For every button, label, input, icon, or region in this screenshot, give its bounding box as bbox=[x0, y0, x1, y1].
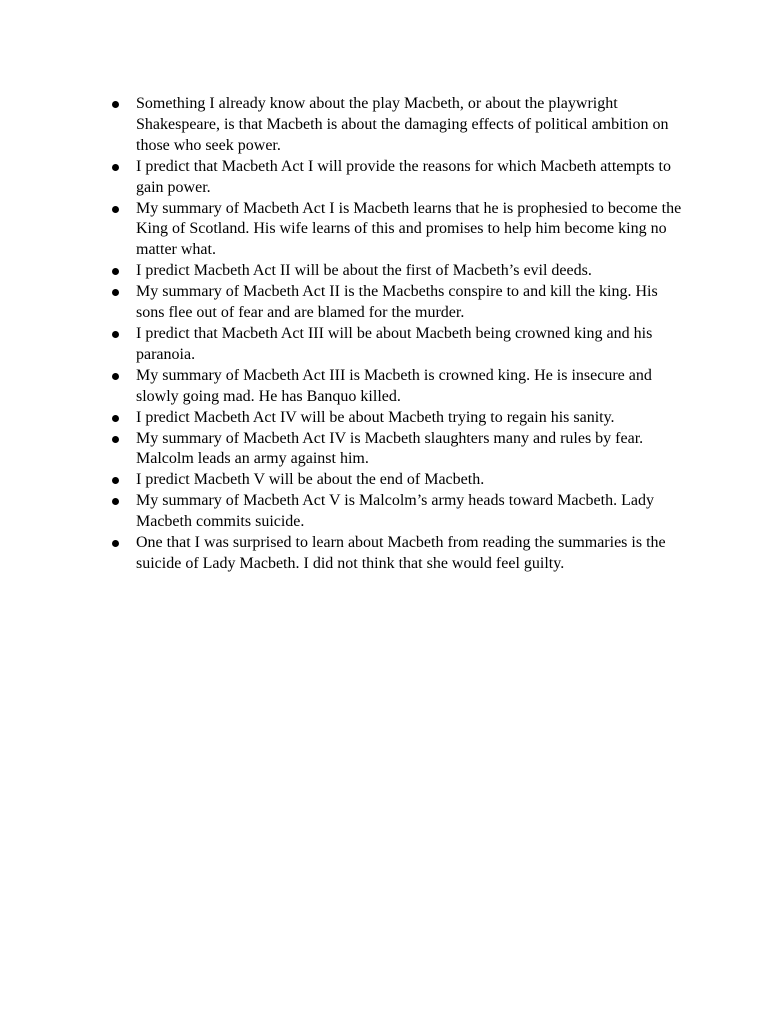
list-item bbox=[107, 429, 687, 471]
bullet-icon bbox=[112, 477, 119, 484]
list-item-text: My summary of Macbeth Act III is Macbeth is crowned king. He is insecure and slowly going mad. He has Banquo killed. bbox=[136, 366, 652, 405]
list-item-text: I predict Macbeth V will be about the end of Macbeth. bbox=[136, 471, 485, 489]
list-item bbox=[107, 157, 687, 199]
list-item-text: I predict that Macbeth Act I will provide the reasons for which Macbeth attempts to gain power. bbox=[136, 157, 671, 196]
bullet-list bbox=[107, 94, 687, 575]
list-item-text: My summary of Macbeth Act V is Malcolm’s army heads toward Macbeth. Lady Macbeth commits suicide. bbox=[136, 492, 654, 531]
list-item bbox=[107, 261, 687, 282]
bullet-icon bbox=[112, 164, 119, 171]
list-item-text: I predict Macbeth Act IV will be about Macbeth trying to regain his sanity. bbox=[136, 408, 615, 426]
list-item-text: I predict that Macbeth Act III will be about Macbeth being crowned king and his paranoia. bbox=[136, 324, 653, 363]
bullet-icon bbox=[112, 540, 119, 547]
bullet-icon bbox=[112, 415, 119, 422]
bullet-icon bbox=[112, 101, 119, 108]
list-item bbox=[107, 408, 687, 429]
list-item bbox=[107, 491, 687, 533]
list-item bbox=[107, 533, 687, 575]
bullet-icon bbox=[112, 498, 119, 505]
list-item-text: My summary of Macbeth Act I is Macbeth learns that he is prophesied to become the King of Scotland. His wife learns of this and promises to help him become king no matter what. bbox=[136, 199, 682, 259]
bullet-icon bbox=[112, 206, 119, 213]
list-item bbox=[107, 470, 687, 491]
list-item-text: My summary of Macbeth Act II is the Macbeths conspire to and kill the king. His sons flee out of fear and are blamed for the murder. bbox=[136, 283, 658, 322]
list-item-text: One that I was surprised to learn about Macbeth from reading the summaries is the suicide of Lady Macbeth. I did not think that she would feel guilty. bbox=[136, 534, 666, 572]
list-item-text: Something I already know about the play Macbeth, or about the playwright Shakespeare, is that Macbeth is about the damaging effects of political ambition on those who seek power. bbox=[136, 95, 669, 154]
bullet-icon bbox=[112, 436, 119, 443]
bullet-icon bbox=[112, 373, 119, 380]
list-item bbox=[107, 324, 687, 366]
list-item bbox=[107, 94, 687, 157]
list-item-text: My summary of Macbeth Act IV is Macbeth slaughters many and rules by fear. Malcolm leads an army against him. bbox=[136, 429, 644, 468]
list-item bbox=[107, 366, 687, 408]
bullet-icon bbox=[112, 331, 119, 338]
bullet-icon bbox=[112, 268, 119, 275]
list-item bbox=[107, 199, 687, 262]
bullet-icon bbox=[112, 289, 119, 296]
list-item-text: I predict Macbeth Act II will be about the first of Macbeth’s evil deeds. bbox=[136, 262, 592, 280]
list-item bbox=[107, 282, 687, 324]
